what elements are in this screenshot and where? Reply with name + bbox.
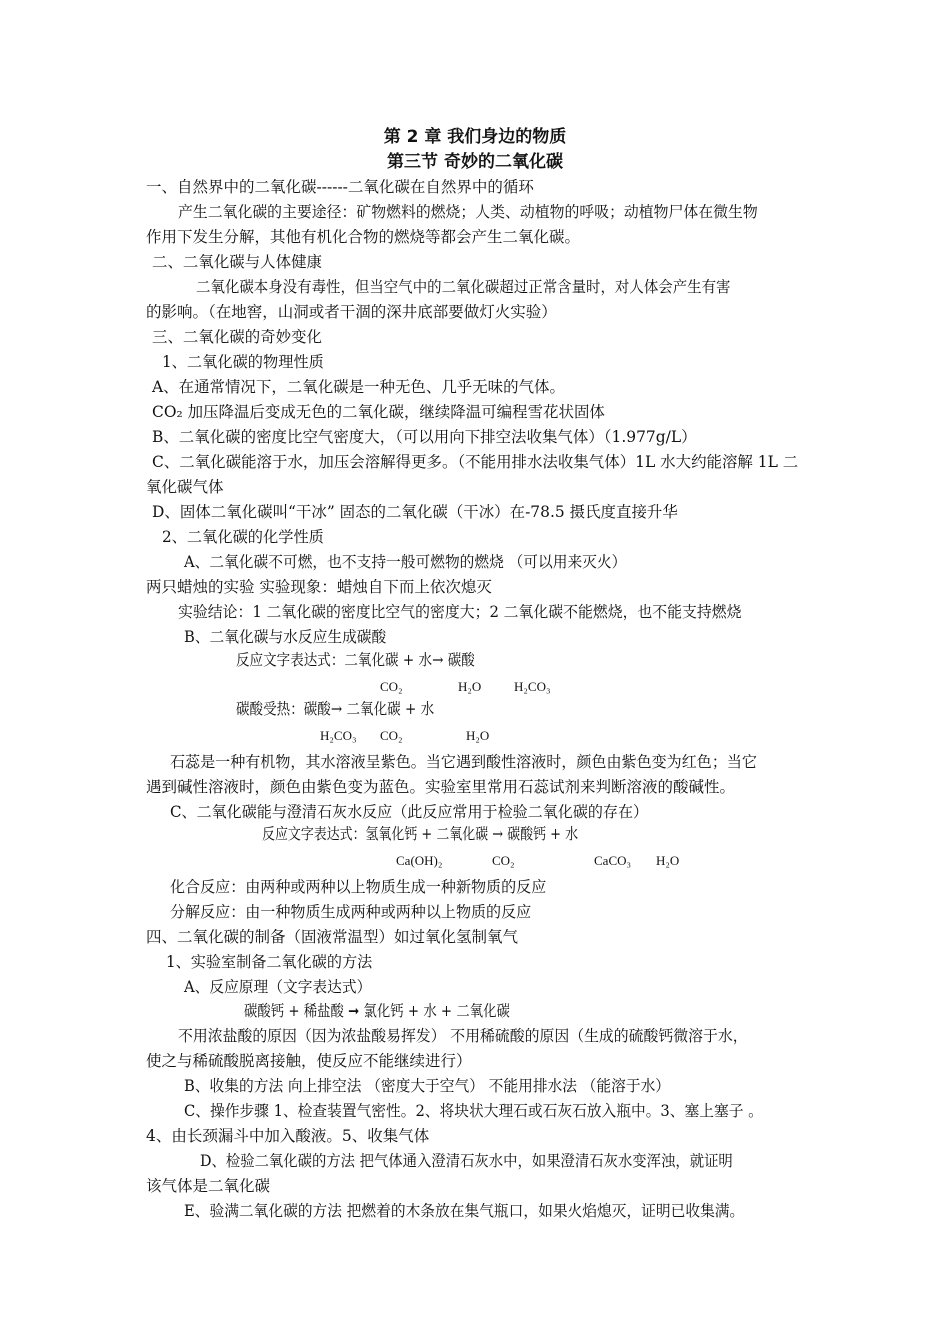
paragraph-line: B、收集的方法 向上排空法 （密度大于空气） 不能用排水法 （能溶于水）: [184, 1077, 671, 1095]
reaction-expression: 反应文字表达式：二氧化碳 + 水→ 碳酸: [236, 651, 475, 669]
formula-co2: CO₂: [380, 679, 403, 694]
paragraph-line: B、二氧化碳的密度比空气密度大，（可以用向下排空法收集气体）（1.977g/L）: [152, 428, 697, 446]
subheading: 1、实验室制备二氧化碳的方法: [166, 953, 373, 971]
paragraph-line: 使之与稀硫酸脱离接触，使反应不能继续进行）: [146, 1052, 472, 1070]
paragraph-line: A、反应原理（文字表达式）: [184, 978, 372, 996]
paragraph-line: CO₂ 加压降温后变成无色的二氧化碳，继续降温可编程雪花状固体: [152, 403, 605, 421]
formula-h2o: H₂O: [656, 853, 680, 868]
heading-2: 二、二氧化碳与人体健康: [152, 253, 323, 271]
definition-line: 化合反应：由两种或两种以上物质生成一种新物质的反应: [170, 878, 547, 896]
paragraph-line: C、二氧化碳能与澄清石灰水反应（此反应常用于检验二氧化碳的存在）: [170, 803, 649, 821]
heading-4: 四、二氧化碳的制备（固液常温型）如过氧化氢制氧气: [146, 928, 519, 946]
paragraph-line: 遇到碱性溶液时，颜色由紫色变为蓝色。实验室里常用石蕊试剂来判断溶液的酸碱性。: [146, 778, 736, 796]
paragraph-line: A、在通常情况下，二氧化碳是一种无色、几乎无味的气体。: [152, 378, 565, 396]
paragraph-line: C、操作步骤 1、检查装置气密性。2、将块状大理石或石灰石放入瓶中。3、塞上塞子 。: [184, 1102, 763, 1120]
paragraph-line: 不用浓盐酸的原因（因为浓盐酸易挥发） 不用稀硫酸的原因（生成的硫酸钙微溶于水，: [178, 1027, 748, 1045]
paragraph-line: 两只蜡烛的实验 实验现象：蜡烛自下而上依次熄灭: [146, 578, 492, 596]
reaction-expression: 碳酸受热：碳酸→ 二氧化碳 + 水: [236, 700, 435, 718]
section-title: 第三节 奇妙的二氧化碳: [387, 152, 563, 172]
paragraph-line: 二氧化碳本身没有毒性，但当空气中的二氧化碳超过正常含量时，对人体会产生有害: [196, 278, 731, 296]
subheading: 1、二氧化碳的物理性质: [162, 353, 324, 371]
heading-3: 三、二氧化碳的奇妙变化: [152, 328, 323, 346]
formula-h2co3: H₂CO₃: [514, 679, 551, 694]
paragraph-line: 实验结论：1 二氧化碳的密度比空气的密度大；2 二氧化碳不能燃烧，也不能支持燃烧: [178, 603, 742, 621]
paragraph-line: 该气体是二氧化碳: [146, 1177, 271, 1195]
paragraph-line: D、固体二氧化碳叫“干冰” 固态的二氧化碳（干冰）在-78.5 摄氏度直接升华: [152, 503, 678, 521]
formula-h2o: H₂O: [458, 679, 482, 694]
formula-co2: CO₂: [380, 728, 403, 743]
paragraph-line: C、二氧化碳能溶于水，加压会溶解得更多。（不能用排水法收集气体）1L 水大约能溶解 1L 二: [152, 453, 799, 471]
reaction-expression: 碳酸钙 + 稀盐酸 ➞ 氯化钙 + 水 + 二氧化碳: [244, 1002, 510, 1020]
formula-h2o: H₂O: [466, 728, 490, 743]
paragraph-line: B、二氧化碳与水反应生成碳酸: [184, 628, 387, 646]
formula-caco3: CaCO₃: [594, 853, 632, 868]
paragraph-line: 氧化碳气体: [146, 478, 224, 496]
chapter-title: 第 2 章 我们身边的物质: [383, 127, 567, 147]
heading-1: 一、自然界中的二氧化碳------二氧化碳在自然界中的循环: [146, 178, 534, 196]
paragraph-line: D、检验二氧化碳的方法 把气体通入澄清石灰水中，如果澄清石灰水变浑浊，就证明: [200, 1152, 733, 1170]
formula-co2: CO₂: [492, 853, 515, 868]
paragraph-line: 4、由长颈漏斗中加入酸液。5、收集气体: [146, 1127, 430, 1145]
formula-caoh2: Ca(OH)₂: [396, 853, 443, 868]
paragraph-line: A、二氧化碳不可燃，也不支持一般可燃物的燃烧 （可以用来灭火）: [184, 553, 627, 571]
paragraph-line: 作用下发生分解，其他有机化合物的燃烧等都会产生二氧化碳。: [146, 228, 581, 246]
paragraph-line: 的影响。（在地窖，山洞或者干涸的深井底部要做灯火实验）: [146, 303, 557, 321]
paragraph-line: E、验满二氧化碳的方法 把燃着的木条放在集气瓶口，如果火焰熄灭，证明已收集满。: [184, 1202, 745, 1220]
subheading: 2、二氧化碳的化学性质: [162, 528, 324, 546]
paragraph-line: 产生二氧化碳的主要途径：矿物燃料的燃烧；人类、动植物的呼吸；动植物尸体在微生物: [178, 203, 758, 221]
paragraph-line: 石蕊是一种有机物，其水溶液呈紫色。当它遇到酸性溶液时，颜色由紫色变为红色；当它: [170, 753, 757, 771]
reaction-expression: 反应文字表达式：氢氧化钙 + 二氧化碳 → 碳酸钙 + 水: [262, 825, 579, 843]
definition-line: 分解反应：由一种物质生成两种或两种以上物质的反应: [170, 903, 532, 921]
formula-h2co3: H₂CO₃: [320, 728, 357, 743]
